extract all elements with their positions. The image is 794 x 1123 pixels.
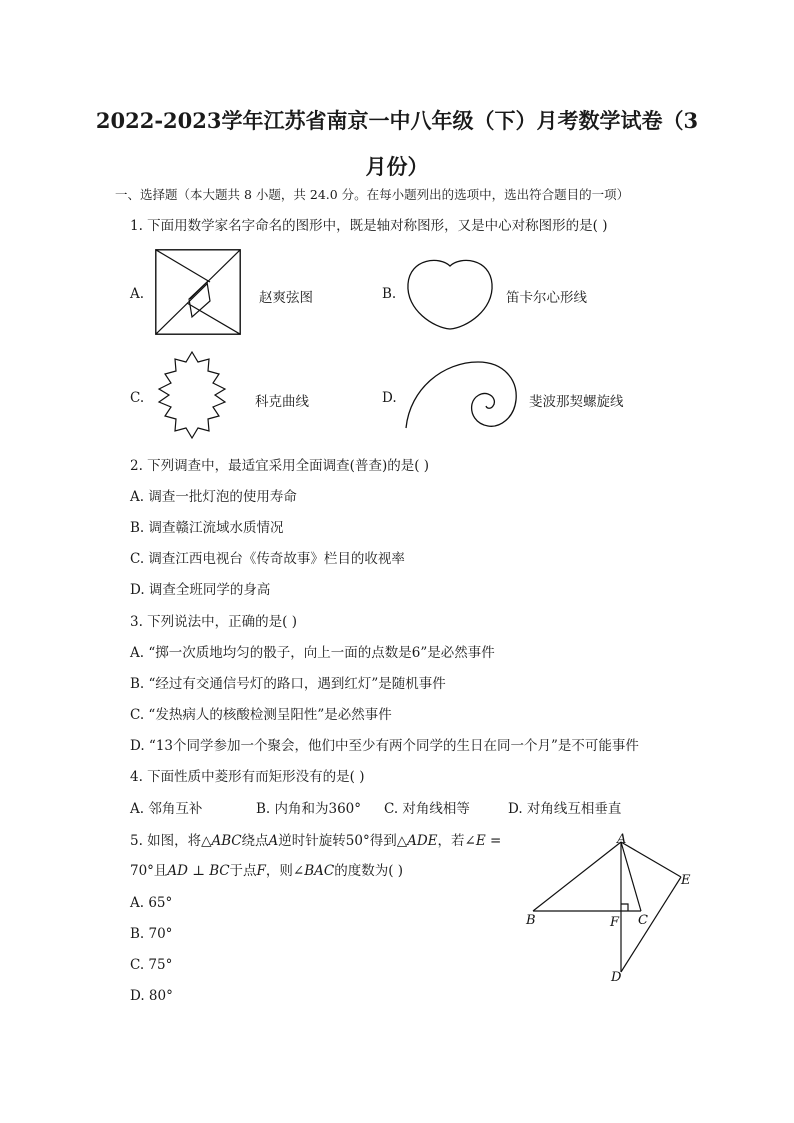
q5-option-c: C. 75° (130, 957, 173, 973)
cardioid-figure (404, 256, 496, 332)
q1-option-c-letter: C. (130, 390, 145, 406)
koch-curve-figure (151, 350, 233, 440)
figure-label-e: E (681, 873, 691, 888)
triangle-rotation-figure (520, 832, 700, 987)
q1-option-a-caption: 赵爽弦图 (259, 290, 313, 306)
q4-option-b: B. 内角和为360° (256, 801, 362, 817)
q2-option-a: A. 调查一批灯泡的使用寿命 (130, 489, 297, 505)
q1-option-d-caption: 斐波那契螺旋线 (529, 394, 624, 410)
figure-label-d: D (611, 970, 622, 985)
q4-option-a: A. 邻角互补 (130, 801, 203, 817)
q1-option-a-letter: A. (130, 286, 145, 302)
q1-option-c-caption: 科克曲线 (255, 394, 309, 410)
q5-option-a: A. 65° (130, 895, 173, 911)
q1-option-d-letter: D. (382, 390, 397, 406)
exam-title-line-2: 月份） (365, 154, 429, 179)
q5-stem-line-1: 5. 如图，将△𝐴𝐵𝐶绕点𝐴逆时针旋转50°得到△𝐴𝐷𝐸，若∠𝐸 = (130, 833, 502, 849)
figure-label-f: F (610, 915, 620, 930)
q2-option-c: C. 调查江西电视台《传奇故事》栏目的收视率 (130, 551, 405, 567)
q4-option-c: C. 对角线相等 (384, 801, 470, 817)
q1-option-b-letter: B. (382, 286, 397, 302)
q2-stem: 2. 下列调查中，最适宜采用全面调查(普查)的是( ) (130, 458, 430, 474)
q5-option-d: D. 80° (130, 988, 173, 1004)
q3-option-b: B. “经过有交通信号灯的路口，遇到红灯”是随机事件 (130, 676, 446, 692)
q3-option-d: D. “13个同学参加一个聚会，他们中至少有两个同学的生日在同一个月”是不可能事件 (130, 738, 639, 754)
q4-stem: 4. 下面性质中菱形有而矩形没有的是( ) (130, 769, 365, 785)
q3-stem: 3. 下列说法中，正确的是( ) (130, 614, 297, 630)
section-heading: 一、选择题（本大题共 8 小题，共 24.0 分。在每小题列出的选项中，选出符合题目的一项） (115, 187, 630, 202)
exam-title (60, 98, 734, 190)
q3-option-c: C. “发热病人的核酸检测呈阳性”是必然事件 (130, 707, 392, 723)
q2-option-d: D. 调查全班同学的身高 (130, 582, 271, 598)
q5-stem-line-2: 70°且𝐴𝐷 ⊥ 𝐵𝐶于点𝐹，则∠𝐵𝐴𝐶的度数为( ) (130, 863, 404, 879)
figure-label-b: B (526, 913, 536, 928)
q4-option-d: D. 对角线互相垂直 (508, 801, 622, 817)
q3-option-a: A. “掷一次质地均匀的骰子，向上一面的点数是6”是必然事件 (130, 645, 495, 661)
zhao-shuang-diagram-figure (155, 249, 241, 335)
q2-option-b: B. 调查赣江流域水质情况 (130, 520, 284, 536)
fibonacci-spiral-figure (404, 358, 522, 430)
exam-title-line-1: 2022-2023学年江苏省南京一中八年级（下）月考数学试卷（3 (95, 108, 699, 133)
figure-label-a: A (617, 832, 627, 847)
q1-option-b-caption: 笛卡尔心形线 (506, 290, 587, 306)
q1-stem: 1. 下面用数学家名字命名的图形中，既是轴对称图形，又是中心对称图形的是( ) (130, 218, 608, 234)
q5-option-b: B. 70° (130, 926, 173, 942)
figure-label-c: C (638, 913, 648, 928)
